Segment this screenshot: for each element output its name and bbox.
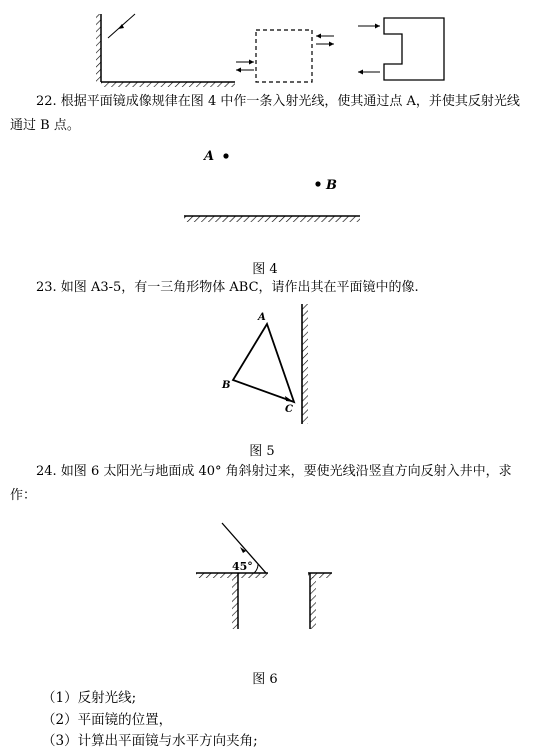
vertex-a-label: A bbox=[258, 312, 266, 323]
top-figures bbox=[0, 0, 542, 90]
question-22-text: 22. 根据平面镜成像规律在图 4 中作一条入射光线，使其通过点 A，并使其反射光线通过 B 点。 bbox=[10, 94, 520, 133]
q24-item-3: （3）计算出平面镜与水平方向夹角; bbox=[42, 733, 258, 749]
question-23-text: 23. 如图 A3-5，有一三角形物体 ABC，请作出其在平面镜中的像. bbox=[36, 280, 419, 295]
q24-item-2: （2）平面镜的位置， bbox=[42, 712, 173, 728]
figure-5-caption: 图 5 bbox=[249, 444, 275, 459]
corner-mirror-figure bbox=[96, 14, 235, 87]
vertex-b-label: B bbox=[222, 380, 231, 391]
angle-label: 45° bbox=[232, 560, 253, 573]
figure-4-caption: 图 4 bbox=[252, 262, 278, 277]
figure-6-caption: 图 6 bbox=[252, 672, 278, 687]
vertex-c-label: C bbox=[285, 404, 293, 415]
point-a-label: A bbox=[204, 149, 215, 164]
plane-mirror-hatch bbox=[184, 216, 360, 222]
u-box-figure bbox=[358, 18, 444, 80]
figure-4 bbox=[0, 140, 542, 250]
point-a-dot bbox=[223, 153, 228, 158]
point-b-label: B bbox=[326, 178, 337, 193]
question-24-text: 24. 如图 6 太阳光与地面成 40° 角斜射过来，要使光线沿竖直方向反射入井中，求作： bbox=[10, 464, 512, 503]
point-b-dot bbox=[315, 181, 320, 186]
dashed-box-figure bbox=[236, 30, 334, 82]
vertical-mirror-hatch bbox=[302, 304, 308, 424]
triangle-abc bbox=[233, 324, 294, 402]
figure-6 bbox=[0, 515, 542, 635]
q24-item-1: （1）反射光线; bbox=[42, 690, 137, 706]
figure-5 bbox=[0, 300, 542, 430]
